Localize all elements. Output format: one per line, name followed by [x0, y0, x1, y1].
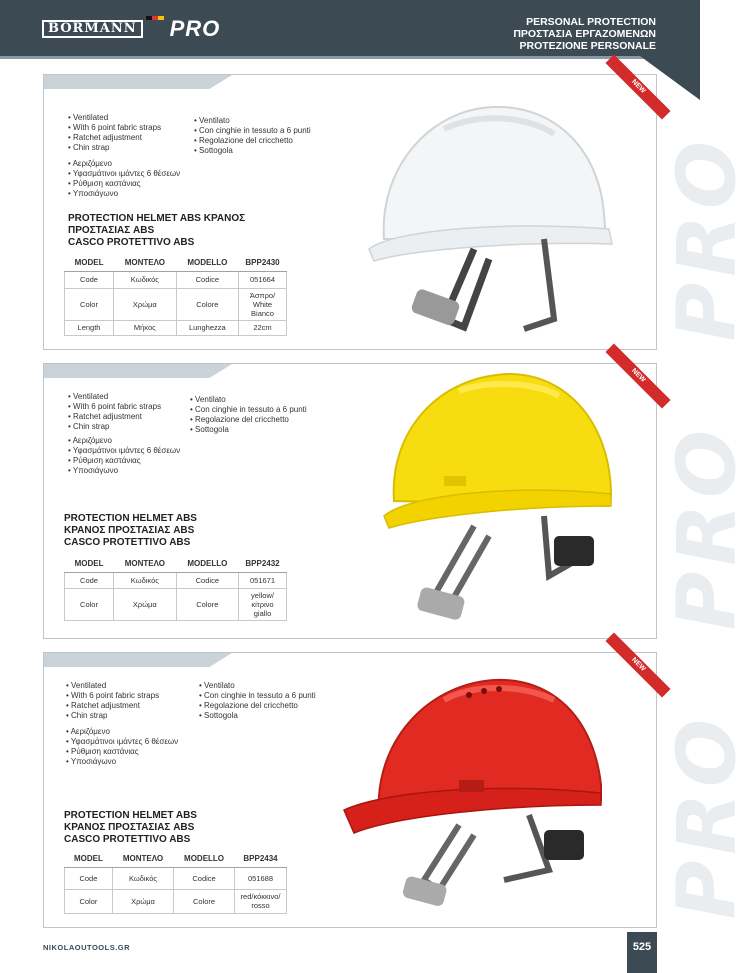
- pro-watermark: PRO: [660, 135, 753, 342]
- feature-item: • Ventilato: [190, 395, 307, 405]
- card-tab: [44, 364, 232, 378]
- feature-item: • Regolazione del cricchetto: [199, 701, 316, 711]
- features-it: [199, 681, 316, 721]
- spec-table: [64, 556, 287, 621]
- red-helmet-image: [339, 665, 624, 920]
- product-title: PROTECTION HELMET ABS ΚΡΑΝΟΣ ΠΡΟΣΤΑΣΙΑΣ ABS CASCO PROTETTIVO ABS: [64, 810, 197, 845]
- features-it: [190, 395, 307, 435]
- table-header-row: MODEL ΜΟΝΤΕΛΟ MODELLO BPP2434: [65, 851, 287, 867]
- features-it: [194, 116, 311, 156]
- feature-item: • Υφασμάτινοι ιμάντες 6 θέσεων: [68, 446, 180, 456]
- features-en: [68, 392, 161, 432]
- feature-item: • Con cinghie in tessuto a 6 punti: [199, 691, 316, 701]
- yellow-helmet-image: [349, 366, 624, 631]
- feature-item: • Con cinghie in tessuto a 6 punti: [190, 405, 307, 415]
- footer-website: NIKOLAOUTOOLS.GR: [43, 943, 131, 952]
- feature-item: • With 6 point fabric straps: [66, 691, 159, 701]
- feature-item: • Regolazione del cricchetto: [194, 136, 311, 146]
- feature-item: • Sottogola: [190, 425, 307, 435]
- feature-item: • Υφασμάτινοι ιμάντες 6 θέσεων: [66, 737, 178, 747]
- page-number: 525: [627, 932, 657, 973]
- new-badge: NEW: [605, 343, 670, 408]
- pro-watermark: PRO: [660, 713, 753, 920]
- feature-item: • Ventilated: [68, 113, 161, 123]
- features-en: [68, 113, 161, 153]
- feature-item: • Αεριζόμενο: [68, 436, 180, 446]
- table-row: Code Κωδικός Codice 051664: [65, 271, 287, 288]
- feature-item: • Sottogola: [199, 711, 316, 721]
- card-tab: [44, 653, 232, 667]
- feature-item: • Con cinghie in tessuto a 6 punti: [194, 126, 311, 136]
- feature-item: • Ρύθμιση καστάνιας: [68, 179, 180, 189]
- logo-pro: PRO: [169, 16, 221, 41]
- feature-item: • Ratchet adjustment: [66, 701, 159, 711]
- feature-item: • Υφασμάτινοι ιμάντες 6 θέσεων: [68, 169, 180, 179]
- pro-watermark: PRO: [660, 424, 753, 631]
- product-card-yellow-helmet: [43, 363, 753, 639]
- feature-item: • Ratchet adjustment: [68, 412, 161, 422]
- table-row: Color Χρώμα Colore yellow/ κίτρινο giallo: [65, 588, 287, 620]
- features-en: [66, 681, 159, 721]
- section-title-it: PROTEZIONE PERSONALE: [519, 40, 656, 52]
- feature-item: • Ρύθμιση καστάνιας: [68, 456, 180, 466]
- feature-item: • Ventilated: [68, 392, 161, 402]
- feature-item: • Ventilato: [194, 116, 311, 126]
- product-title: PROTECTION HELMET ABS ΚΡΑΝΟΣ ΠΡΟΣΤΑΣΙΑΣ ABS CASCO PROTETTIVO ABS: [68, 213, 246, 248]
- feature-item: • Regolazione del cricchetto: [190, 415, 307, 425]
- feature-item: • With 6 point fabric straps: [68, 402, 161, 412]
- table-row: Code Κωδικός Codice 051671: [65, 572, 287, 588]
- product-card-white-helmet: [43, 74, 753, 350]
- table-row: Length Μήκος Lunghezza 22cm: [65, 320, 287, 335]
- feature-item: • Υποσιάγωνο: [68, 466, 180, 476]
- new-badge: NEW: [605, 54, 670, 119]
- feature-item: • Υποσιάγωνο: [68, 189, 180, 199]
- feature-item: • Chin strap: [68, 143, 161, 153]
- feature-item: • Chin strap: [68, 422, 161, 432]
- table-row: Color Χρώμα Colore red/κόκκινο/ rosso: [65, 889, 287, 913]
- table-row: Code Κωδικός Codice 051688: [65, 867, 287, 889]
- feature-item: • Ratchet adjustment: [68, 133, 161, 143]
- table-header-row: MODEL ΜΟΝΤΕΛΟ MODELLO BPP2430: [65, 255, 287, 271]
- logo-brand: BORMANN: [42, 20, 143, 38]
- card-tab: [44, 75, 232, 89]
- new-badge: NEW: [605, 632, 670, 697]
- feature-item: • Ventilato: [199, 681, 316, 691]
- table-row: Color Χρώμα Colore Άσπρο/ White Bianco: [65, 288, 287, 320]
- feature-item: • Υποσιάγωνο: [66, 757, 178, 767]
- product-title: PROTECTION HELMET ABS ΚΡΑΝΟΣ ΠΡΟΣΤΑΣΙΑΣ ABS CASCO PROTETTIVO ABS: [64, 513, 197, 548]
- feature-item: • Chin strap: [66, 711, 159, 721]
- feature-item: • With 6 point fabric straps: [68, 123, 161, 133]
- feature-item: • Αεριζόμενο: [68, 159, 180, 169]
- product-card-red-helmet: [43, 652, 753, 928]
- section-title-gr: ΠΡΟΣΤΑΣΙΑ ΕΡΓΑΖΟΜΕΝΩΝ: [513, 28, 656, 40]
- feature-item: • Sottogola: [194, 146, 311, 156]
- section-title-en: PERSONAL PROTECTION: [526, 16, 656, 28]
- table-header-row: MODEL ΜΟΝΤΕΛΟ MODELLO BPP2432: [65, 556, 287, 572]
- features-gr: [68, 436, 180, 476]
- features-gr: [68, 159, 180, 199]
- feature-item: • Αεριζόμενο: [66, 727, 178, 737]
- spec-table: [64, 255, 287, 336]
- feature-item: • Ρύθμιση καστάνιας: [66, 747, 178, 757]
- white-helmet-image: [354, 89, 624, 339]
- feature-item: • Ventilated: [66, 681, 159, 691]
- features-gr: [66, 727, 178, 767]
- spec-table: [64, 851, 287, 914]
